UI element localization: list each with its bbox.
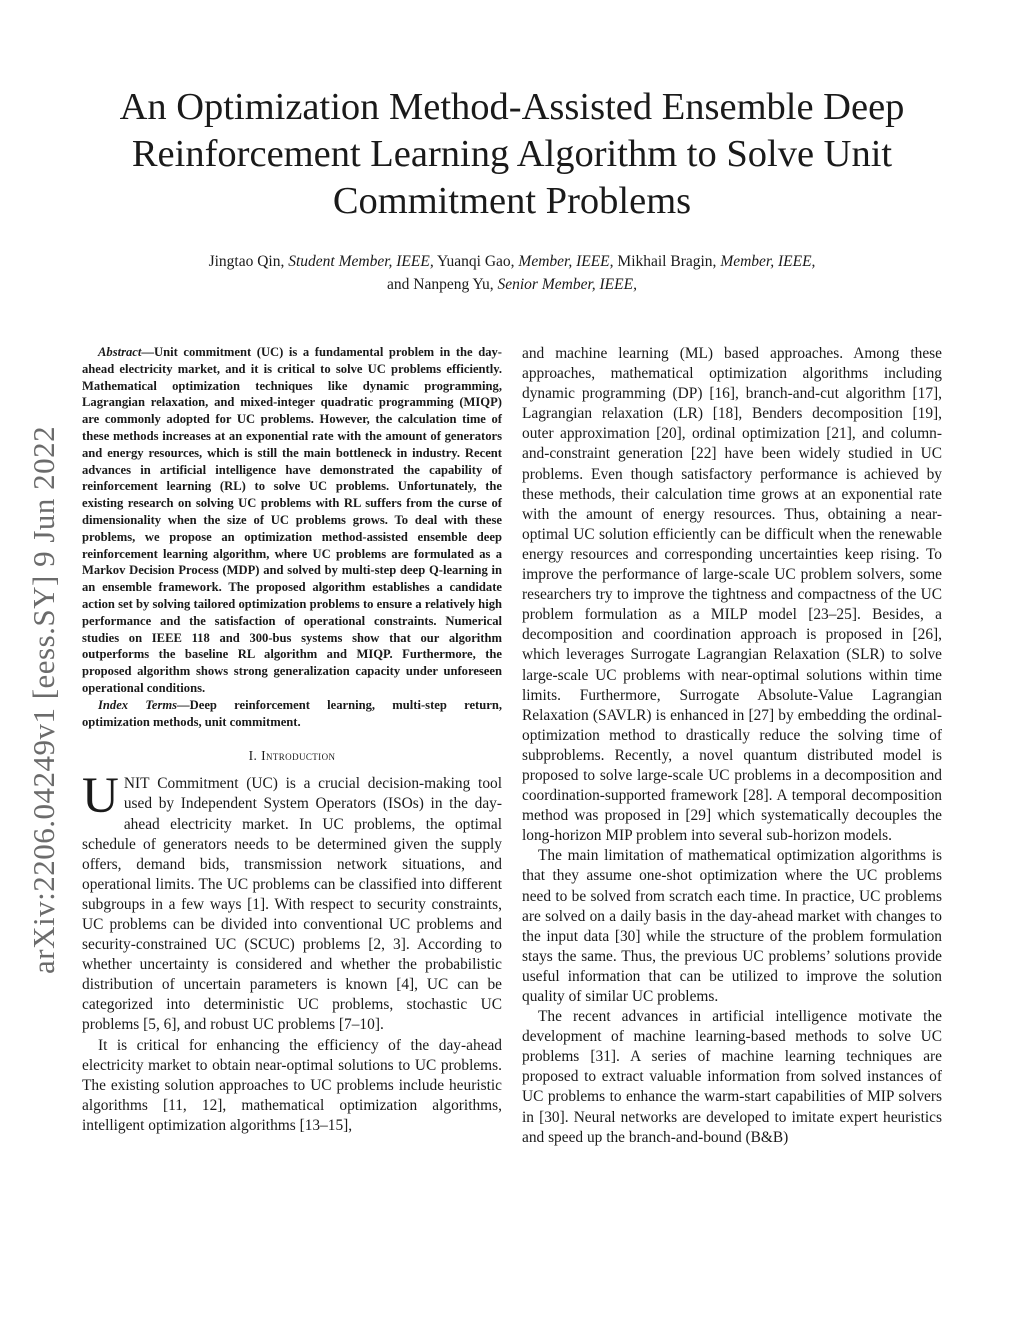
arxiv-stamp: arXiv:2206.04249v1 [eess.SY] 9 Jun 2022 — [26, 425, 61, 974]
abstract — [82, 344, 502, 697]
right-paragraph-2: The main limitation of mathematical optimization algorithms is that they assume one-shot optimization where the UC problems need to be solved from scratch each time. In practice, UC problems are solved on a daily basis in the day-ahead market with changes to the input data [30] while the structure of the problem formulation stays the same. Thus, the previous UC problems’ solutions provide useful information that can be utilized to improve the solution quality of similar UC problems. — [522, 847, 942, 1005]
section-title: Introduction — [261, 748, 336, 764]
right-paragraph-3: The recent advances in artificial intelligence motivate the development of machine learning-based methods to solve UC problems [31]. A series of machine learning techniques are proposed to extract valuable information from solved instances of UC problems to enhance the warm-start capabilities of MIP solvers in [30]. Neural networks are developed to imitate expert heuristics and speed up the branch-and-bound (B&B) — [522, 1008, 942, 1146]
author-affiliation: Senior Member, IEEE, — [497, 276, 637, 293]
author-name: Mikhail Bragin, — [617, 253, 717, 270]
right-paragraph-1: and machine learning (ML) based approaches. Among these approaches, mathematical optimization algorithms including dynamic programming (DP) [16], branch-and-cut algorithm [17], Lagrangian relaxation (LR) [18], Benders decomposition [19], outer approximation [20], ordinal optimization [21], and column-and-constraint generation [22] have been widely studied in UC problems. Even though satisfactory performance is achieved by these methods, their calculation time grows at an exponential rate with the amount of energy resources. Thus, obtaining a near-optimal UC solution efficiently can be difficult when the renewable energy resources and corresponding uncertainties keep rising. To improve the performance of large-scale UC problem solvers, some researchers try to improve the tightness and compactness of the UC problem formulation as a MILP model [23–25]. Besides, a decomposition and coordination approach is proposed in [26], which leverages Surrogate Lagrangian Relaxation (SLR) to solve large-scale UC problems with near-optimal solutions within time limits. Furthermore, Surrogate Absolute-Value Lagrangian Relaxation (SAVLR) is enhanced in [27] by embedding the ordinal-optimization method to drastically reduce the solving time of subproblems. Recently, a novel quantum distributed model is proposed to solve large-scale UC problems in a decomposition and coordination-supported framework [28]. A temporal decomposition method was proposed in [29] which systematically decouples the long-horizon MIP problem into several sub-horizon models. — [522, 345, 942, 845]
left-column — [82, 344, 502, 1136]
author-affiliation: Member, IEEE, — [518, 253, 614, 270]
paper-title: An Optimization Method-Assisted Ensemble Deep Reinforcement Learning Algorithm to Solve Unit Commitment Problems — [119, 86, 905, 222]
index-terms — [82, 697, 502, 731]
intro-paragraph-2: It is critical for enhancing the efficiency of the day-ahead electricity market to obtain near-optimal solutions to UC problems. The existing solution approaches to UC problems include heuristic algorithms [11, 12], mathematical optimization algorithms, intelligent optimization algorithms [13–15], — [82, 1036, 502, 1134]
section-heading — [82, 748, 502, 764]
index-terms-text: —Deep reinforcement learning, multi-step return, optimization methods, unit commitment. — [82, 697, 502, 729]
section-numeral: I. — [248, 748, 258, 764]
author-name: Yuanqi Gao, — [437, 253, 515, 270]
author-affiliation: Member, IEEE, — [720, 253, 816, 270]
drop-cap: U — [82, 768, 119, 825]
author-affiliation: Student Member, IEEE, — [288, 253, 434, 270]
index-terms-lead: Index Terms — [98, 697, 178, 712]
abstract-text: —Unit commitment (UC) is a fundamental problem in the day-ahead electricity market, and it is critical to solve UC problems efficiently. Mathematical optimization techniques like dynamic programming, Lagrangian relaxation, and mixed-integer quadratic programming (MIQP) are commonly adopted for UC problems. However, the calculation time of these methods increases at an exponential rate with the amount of generators and energy resources, which is still the main bottleneck in industry. Recent advances in artificial intelligence have demonstrated the capability of reinforcement learning (RL) to solve UC problems. Unfortunately, the existing research on solving UC problems with RL suffers from the curse of dimensionality when the size of UC problems grows. To deal with these problems, we propose an optimization method-assisted ensemble deep reinforcement learning algorithm, where UC problems are formulated as a Markov Decision Process (MDP) and solved by multi-step deep Q-learning in an ensemble framework. The proposed algorithm establishes a candidate action set by solving tailored optimization problems to ensure a relatively high performance and the satisfaction of operational constraints. Numerical studies on IEEE 118 and 300-bus systems show that our algorithm outperforms the baseline RL algorithm and MIQP. Furthermore, the proposed algorithm shows strong generalization capacity under unforeseen operational conditions. — [82, 345, 502, 695]
author-list — [80, 250, 944, 296]
author-name: Jingtao Qin, — [208, 253, 285, 270]
intro-paragraph-1 — [82, 768, 502, 1035]
intro-text-1: Commitment (UC) is a crucial decision-making tool used by Independent System Operators (ISOs) in the day-ahead electricity market. In UC problems, the optimal schedule of generators needs to be determined given the supply offers, demand bids, transmission network situations, and operational limits. The UC problems can be classified into different subgroups in a few ways [1]. With respect to security constraints, UC problems can be divided into conventional UC problems and security-constrained UC (SCUC) problems [2, 3]. According to whether uncertainty is considered and whether the probabilistic distribution of uncertain parameters is known [4], UC can be categorized into deterministic UC problems, stochastic UC problems [5, 6], and robust UC problems [7–10]. — [82, 775, 502, 1034]
abstract-lead: Abstract — [98, 345, 142, 359]
right-column — [522, 344, 942, 1148]
intro-smallcaps: NIT — [123, 775, 150, 793]
author-name: and Nanpeng Yu, — [387, 276, 494, 293]
